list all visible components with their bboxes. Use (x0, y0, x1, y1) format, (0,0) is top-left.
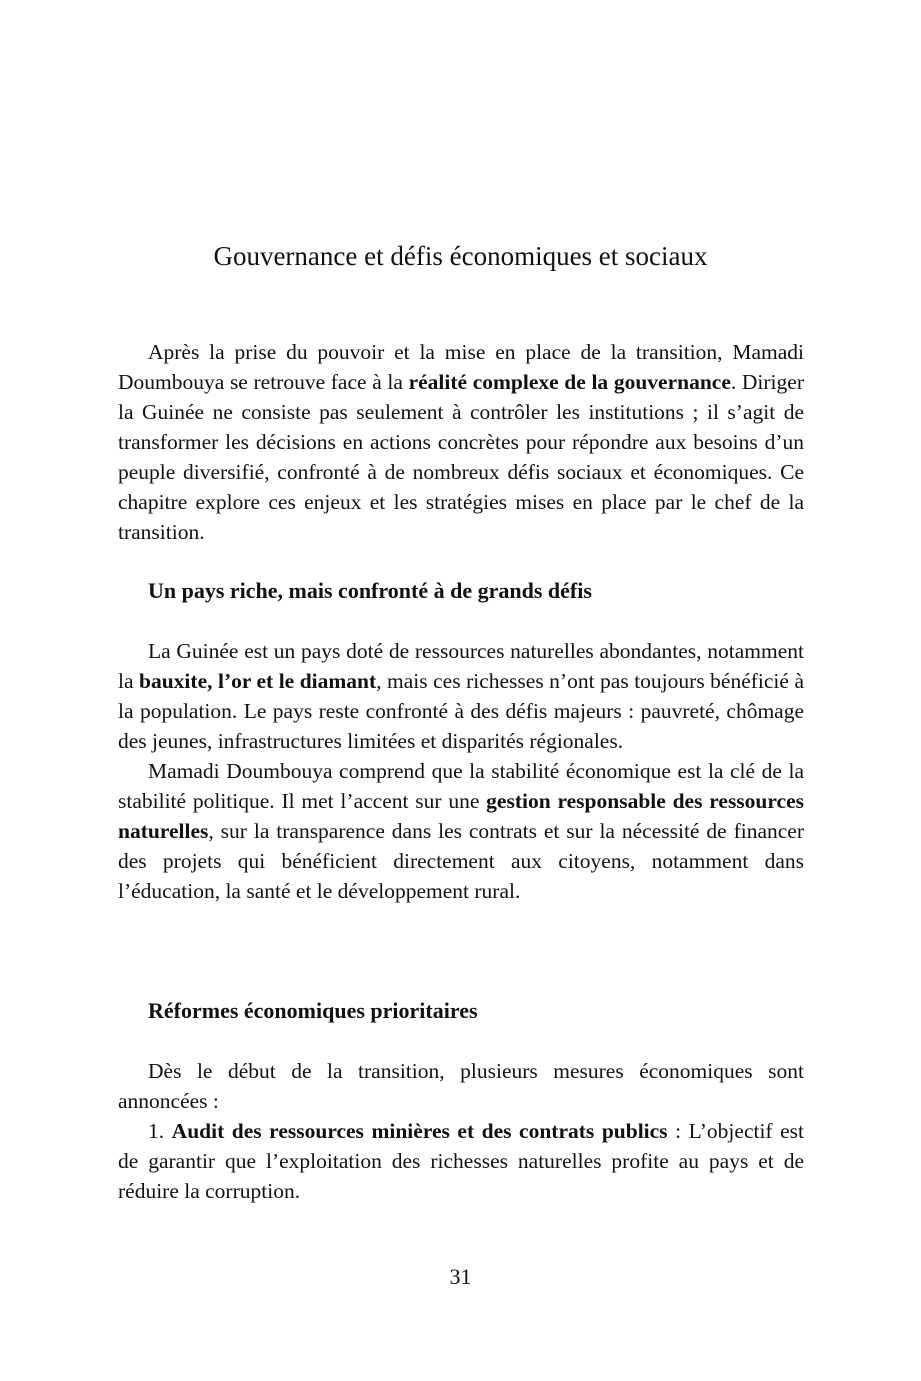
section1-block (118, 636, 804, 906)
section2-block (118, 1056, 804, 1206)
section-heading-reformes: Réformes économiques prioritaires (148, 998, 478, 1023)
intro-text-end: . Diriger la Guinée ne consiste pas seulement à contrôler les institutions ; il s’agit de transformer les décisions en actions concrètes pour répondre aux besoins d’un peuple diversifié, confronté à de nombreux défis sociaux et économiques. Ce chapitre explore ces enjeux et les stratégies mises en place par le chef de la transition. (118, 370, 804, 544)
section1-p1-bold: bauxite, l’or et le diamant (139, 669, 377, 693)
section1-paragraph-1 (118, 636, 804, 756)
chapter-title: Gouvernance et défis économiques et sociaux (213, 241, 708, 271)
section-heading-riche: Un pays riche, mais confronté à de grands défis (148, 578, 592, 603)
list-item-number: 1. (148, 1119, 172, 1143)
intro-text-start: Après la prise du pouvoir et la mise en place de la transition, Mamadi Doumbouya se retrouve face à la (118, 340, 804, 394)
section1-p2-end: , sur la transparence dans les contrats et sur la nécessité de financer des projets qui bénéficient directement aux citoyens, notamment dans l’éducation, la santé et le développement rural. (118, 819, 804, 903)
section2-paragraph-1: Dès le début de la transition, plusieurs mesures économiques sont annoncées : (118, 1059, 804, 1113)
page-number: 31 (449, 1264, 472, 1289)
intro-block (118, 337, 804, 547)
section1-p2-bold: gestion responsable des ressources naturelles (118, 789, 804, 843)
intro-paragraph (118, 337, 804, 547)
list-item-text: : L’objectif est de garantir que l’exploitation des richesses naturelles profite au pays et de réduire la corruption. (118, 1119, 805, 1203)
section1-p1-start: La Guinée est un pays doté de ressources naturelles abondantes, notamment la (118, 639, 804, 693)
section1-paragraph-2 (118, 756, 804, 906)
list-item-bold: Audit des ressources minières et des contrats publics (171, 1119, 668, 1143)
intro-bold-phrase: réalité complexe de la gouvernance (408, 370, 731, 394)
list-item-1 (118, 1116, 804, 1206)
section1-p2-start: Mamadi Doumbouya comprend que la stabilité économique est la clé de la stabilité politique. Il met l’accent sur une (118, 759, 804, 813)
section1-p1-end: , mais ces richesses n’ont pas toujours bénéficié à la population. Le pays reste confronté à des défis majeurs : pauvreté, chômage des jeunes, infrastructures limitées et disparités régionales. (118, 669, 804, 753)
